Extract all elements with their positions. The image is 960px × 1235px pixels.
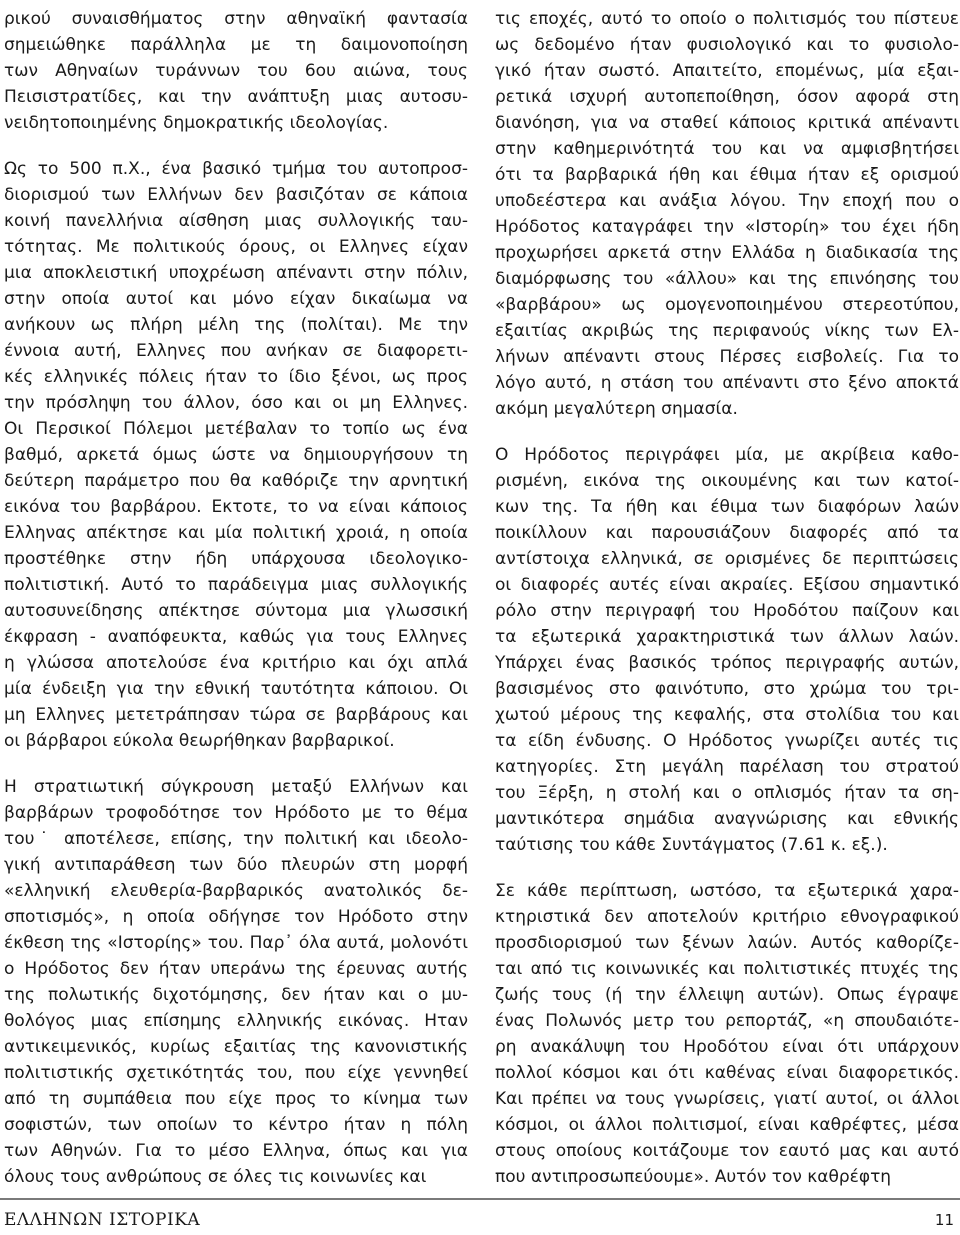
text-line: ακόμη μεγαλύτερη σημασία.: [495, 399, 738, 419]
text-line: «ελληνική ελευθερία-βαρβαρικός ανατολικός δε-: [4, 881, 468, 901]
text-line: των Αθηναίων τυράννων του 6ου αιώνα, τους: [4, 61, 468, 81]
text-line: ο Ηρόδοτος δεν ήταν υπεράνω της έρευνας αυτής: [4, 959, 468, 979]
text-line: στους οποίους κοιτάζουμε τον εαυτό μας και αυτό: [495, 1141, 959, 1161]
paragraph: [495, 442, 959, 858]
text-line: κατηγορίες. Στη μεγάλη παρέλαση του στρατού: [495, 757, 959, 777]
text-line: τότητας. Με πολιτικούς όρους, οι Ελληνες είχαν: [4, 237, 468, 257]
text-line: του˙ αποτέλεσε, επίσης, την πολιτική και ιδεολο-: [4, 829, 468, 849]
text-line: σοφιστών, των οποίων το κέντρο ήταν η πόλη: [4, 1115, 468, 1135]
text-line: βαθμό, αρκετά όμως ώστε να δημιουργήσουν τη: [4, 445, 468, 465]
text-line: μαντικότερα σημάδια αναγνώρισης και εθνικής: [495, 809, 959, 829]
text-line: πολιτιστικής σχετικότητάς του, που είχε γεννηθεί: [4, 1063, 468, 1083]
text-line: ρικού συναισθήματος στην αθηναϊκή φαντασία: [4, 9, 468, 29]
text-line: του Ξέρξη, η στολή και ο οπλισμός ήταν τα ση-: [495, 783, 959, 803]
text-line: τα είδη ένδυσης. Ο Ηρόδοτος γνωρίζει αυτές τις: [495, 731, 959, 751]
paragraph: [4, 156, 468, 754]
text-line: αυτοσυνείδησης απέκτησε σύντομα μια γλωσσική: [4, 601, 468, 621]
text-line: στην καθημερινότητά του και να αμφισβητήσει: [495, 139, 959, 159]
text-line: Πεισιστρατίδες, και την ανάπτυξη μιας αυτοσυ-: [4, 87, 468, 107]
text-line: υποδεέστερα και ανάξια λόγου. Την εποχή που ο: [495, 191, 959, 211]
text-line: χωτού μέρους της κεφαλής, στα στολίδια του και: [495, 705, 959, 725]
text-line: ρισμένη, εικόνα της οικουμένης και των κατοί-: [495, 471, 959, 491]
text-line: βαρβάρων τροφοδότησε τον Ηρόδοτο με το θέμα: [4, 803, 468, 823]
text-line: δεύτερη παράμετρο που θα καθόριζε την αρνητική: [4, 471, 468, 491]
text-line: οι βάρβαροι εύκολα θεωρήθηκαν βαρβαρικοί.: [4, 731, 395, 751]
text-line: Και πρέπει να τους γνωρίσεις, γιατί αυτοί, οι άλλοι: [495, 1089, 959, 1109]
text-line: ταύτισης του κάθε Συντάγματος (7.61 κ. εξ.).: [495, 835, 888, 855]
text-line: έκφραση - αναπόφευκτα, καθώς για τους Ελληνες: [4, 627, 468, 647]
text-line: η γλώσσα αποτελούσε ένα κριτήριο και όχι απλά: [4, 653, 468, 673]
text-line: στην οποία αυτοί και μόνο είχαν δικαίωμα να: [4, 289, 468, 309]
text-line: ως δεδομένο ήταν φυσιολογικό και το φυσιολο-: [495, 35, 959, 55]
text-line: οι διαφορές αυτές είναι ακραίες. Εξίσου σημαντικό: [495, 575, 959, 595]
text-line: μια αποκλειστική υποχρέωση απέναντι στην πόλιν,: [4, 263, 468, 283]
text-line: σημειώθηκε παράλληλα με τη δαιμονοποίηση: [4, 35, 468, 55]
publication-title: ΕΛΛΗΝΩΝ ΙΣΤΟΡΙΚΑ: [4, 1210, 201, 1230]
text-line: κων της. Τα ήθη και έθιμα των διαφόρων λαών: [495, 497, 959, 517]
text-line: προχωρήσει αρκετά στην Ελλάδα η διαδικασία της: [495, 243, 959, 263]
text-line: βασισμένος στο φαινότυπο, στο χρώμα του τρι-: [495, 679, 959, 699]
text-line: εξαιτίας ακριβώς της περιφανούς νίκης των Ελ-: [495, 321, 959, 341]
text-line: Ελληνας απέκτησε και μία πολιτική χροιά, η οποία: [4, 523, 468, 543]
left-column: [4, 6, 468, 1190]
text-line: κόσμοι, οι άλλοι πολιτισμοί, είναι καθρέφτες, μέσα: [495, 1115, 959, 1135]
text-line: κές ελληνικές πόλεις ήταν το ίδιο ξένοι, ως προς: [4, 367, 468, 387]
text-line: την πρόσληψη του άλλον, όσο και οι μη Ελληνες.: [4, 393, 468, 413]
text-line: τα εξωτερικά χαρακτηριστικά των άλλων λαών.: [495, 627, 959, 647]
text-line: μη Ελληνες μετετράπησαν τώρα σε βαρβάρους και: [4, 705, 468, 725]
text-line: ται από τις κοινωνικές και πολιτιστικές πτυχές της: [495, 959, 959, 979]
text-line: Ηρόδοτος καταγράφει την «Ιστορίη» του έχει ήδη: [495, 217, 959, 237]
text-line: Υπάρχει ένας βασικός τρόπος περιγραφής αυτών,: [495, 653, 959, 673]
text-line: που αντιπροσωπεύουμε». Αυτόν τον καθρέφτη: [495, 1167, 892, 1187]
text-line: λήνων απέναντι στους Πέρσες εισβολείς. Για το: [495, 347, 959, 367]
paragraph: [4, 774, 468, 1190]
text-line: τις εποχές, αυτό το οποίο ο πολιτισμός του πίστευε: [495, 9, 959, 29]
text-line: προστέθηκε στην ήδη υπάρχουσα ιδεολογικο-: [4, 549, 468, 569]
text-line: κτηριστικά δεν αποτελούν κριτήριο εθνογραφικού: [495, 907, 959, 927]
text-line: ανήκουν ως πλήρη μέλη της (πολίται). Με την: [4, 315, 468, 335]
text-line: πολιτιστική. Αυτό το παράδειγμα μιας συλλογικής: [4, 575, 468, 595]
text-line: ρη ανακάλυψη του Ηροδότου είναι ότι υπάρχουν: [495, 1037, 959, 1057]
text-line: των Αθηνών. Για το μέσο Ελληνα, όπως και για: [4, 1141, 468, 1161]
text-line: πολλοί κόσμοι και ότι καθένας είναι διαφορετικός.: [495, 1063, 959, 1083]
text-line: μία ένδειξη για την εθνική ταυτότητα κάποιου. Οι: [4, 679, 468, 699]
right-column: [495, 6, 959, 1190]
text-line: γική αντιπαράθεση των δύο πλευρών στη μορφή: [4, 855, 468, 875]
paragraph: [4, 6, 468, 136]
paragraph: [495, 6, 959, 422]
page-number: 11: [934, 1211, 954, 1229]
text-line: γικό ήταν σωστό. Απαιτείτο, επομένως, μία εξαι-: [495, 61, 959, 81]
text-line: ρετικά ισχυρή αυτοπεποίθηση, όσον αφορά στη: [495, 87, 959, 107]
text-line: αντίστοιχα ελληνικά, σε ορισμένες δε περιπτώσεις: [495, 549, 959, 569]
text-line: θολόγος μιας επίσημης ελληνικής εικόνας. Ηταν: [4, 1011, 468, 1031]
text-line: διορισμού των Ελλήνων δεν βασιζόταν σε κάποια: [4, 185, 468, 205]
text-line: κοινή πανελλήνια αίσθηση μιας συλλογικής ταυ-: [4, 211, 468, 231]
text-line: αντικειμενικός, κυρίως εξαιτίας της κανονιστικής: [4, 1037, 468, 1057]
text-line: ρόλο στην περιγραφή του Ηροδότου παίζουν και: [495, 601, 959, 621]
text-line: Οι Περσικοί Πόλεμοι μετέβαλαν το τοπίο ως ένα: [4, 419, 468, 439]
text-line: νειδητοποιημένης δημοκρατικής ιδεολογίας.: [4, 113, 389, 133]
text-line: έκθεση της «Ιστορίης» του. Παρ᾽ όλα αυτά, μολονότι: [4, 933, 468, 953]
text-line: ένας Πολωνός μετρ του ρεπορτάζ, «η σπουδαιότε-: [495, 1011, 959, 1031]
text-line: όλους τους ανθρώπους σε όλες τις κοινωνίες και: [4, 1167, 427, 1187]
text-line: της πολωτικής διχοτόμησης, δεν ήταν και ο μυ-: [4, 985, 468, 1005]
text-line: προσδιορισμού των ξένων λαών. Αυτός καθορίζε-: [495, 933, 959, 953]
text-line: λόγο αυτό, η στάση του απέναντι στο ξένο αποκτά: [495, 373, 959, 393]
text-line: διανόηση, για να σταθεί κάποιος κριτικά απέναντι: [495, 113, 959, 133]
text-line: ζωής τους (ή την έλλειψη αυτών). Οπως έγραψε: [495, 985, 959, 1005]
text-line: σποτισμός», η οποία οδήγησε τον Ηρόδοτο στην: [4, 907, 468, 927]
footer-divider: [0, 1198, 960, 1200]
text-line: από τη συμπάθεια που είχε προς το κίνημα των: [4, 1089, 468, 1109]
text-line: ποικίλλουν και παρουσιάζουν διαφορές από τα: [495, 523, 959, 543]
text-line: Ως το 500 π.Χ., ένα βασικό τμήμα του αυτοπροσ-: [4, 159, 468, 179]
text-line: εικόνα του βαρβάρου. Εκτοτε, το να είναι κάποιος: [4, 497, 468, 517]
text-line: διαμόρφωσης του «άλλου» και της επινόησης του: [495, 269, 959, 289]
text-line: ότι τα βαρβαρικά ήθη και έθιμα ήταν εξ ορισμού: [495, 165, 959, 185]
paragraph: [495, 878, 959, 1190]
text-line: «βαρβάρου» ως ομογενοποιημένου στερεοτύπου,: [495, 295, 959, 315]
text-line: Ο Ηρόδοτος περιγράφει μία, με ακρίβεια καθο-: [495, 445, 959, 465]
text-line: Η στρατιωτική σύγκρουση μεταξύ Ελλήνων και: [4, 777, 468, 797]
text-line: έννοια αυτή, Ελληνες που ανήκαν σε διαφορετι-: [4, 341, 468, 361]
text-line: Σε κάθε περίπτωση, ωστόσο, τα εξωτερικά χαρα-: [495, 881, 959, 901]
